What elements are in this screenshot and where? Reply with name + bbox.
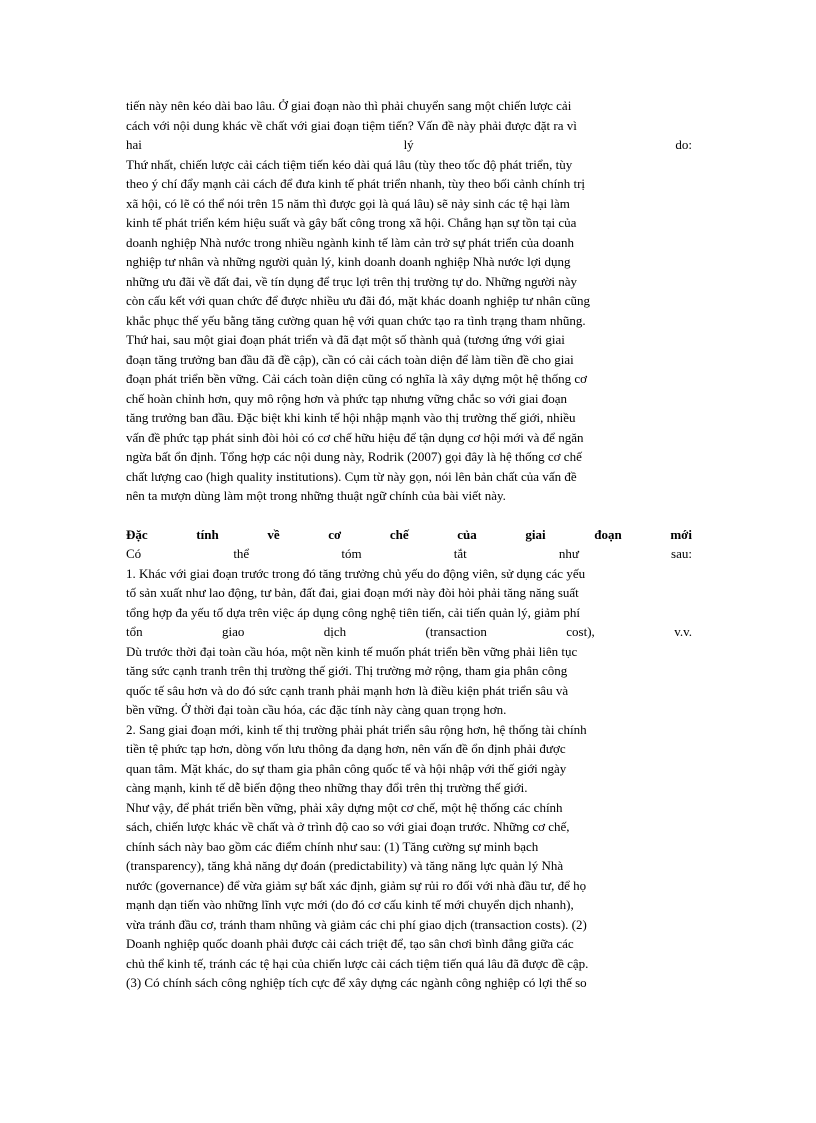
word: tổn	[126, 624, 143, 639]
text-line-justified	[126, 622, 692, 642]
word: Có	[126, 546, 142, 561]
word: tắt	[453, 546, 467, 561]
text-line: Thứ nhất, chiến lược cải cách tiệm tiến kéo dài quá lâu (tùy theo tốc độ phát triển, tùy	[126, 156, 573, 172]
text-line-justified	[126, 135, 692, 155]
heading-word: của	[457, 526, 477, 542]
heading-word: mới	[670, 526, 692, 542]
text-line: nên ta mượn dùng làm một trong những thuật ngữ chính của bài viết này.	[126, 488, 506, 503]
paragraph-intro	[126, 96, 692, 155]
text-line: ngừa bất ổn định. Tổng hợp các nội dung này, Rodrik (2007) gọi đây là hệ thống cơ chế	[126, 449, 582, 464]
paragraph-point-2	[126, 642, 692, 993]
text-line: tiến này nên kéo dài bao lâu. Ở giai đoạn nào thì phải chuyển sang một chiến lược cải	[126, 98, 572, 113]
text-line: quan tâm. Mặt khác, do sự tham gia phân công quốc tế và hội nhập với thế giới ngày	[126, 760, 567, 776]
paragraph-gap	[126, 506, 692, 525]
paragraph-point-1	[126, 564, 692, 642]
text-line: Doanh nghiệp quốc doanh phải được cải cách triệt để, tạo sân chơi bình đẳng giữa các	[126, 936, 574, 951]
text-line: 1. Khác với giai đoạn trước trong đó tăng trưởng chủ yếu do động viên, sử dụng các yếu	[126, 565, 586, 581]
text-line: 2. Sang giai đoạn mới, kinh tế thị trường phải phát triển sâu rộng hơn, hệ thống tài chính	[126, 721, 587, 737]
paragraph-reasons	[126, 155, 692, 506]
text-line: bền vững. Ở thời đại toàn cầu hóa, các đặc tính này càng quan trọng hơn.	[126, 702, 507, 717]
word: cost),	[566, 624, 595, 639]
text-line: cách với nội dung khác về chất với giai đoạn tiệm tiến? Vấn đề này phải được đặt ra vì	[126, 117, 577, 133]
text-line: chính sách này bao gồm các điểm chính như sau: (1) Tăng cường sự minh bạch	[126, 838, 539, 854]
word: thể	[233, 546, 250, 561]
section-heading	[126, 525, 692, 545]
text-line: Dù trước thời đại toàn cầu hóa, một nền kinh tế muốn phát triển bền vững phải liên tục	[126, 643, 578, 659]
text-line: sách, chiến lược khác về chất và ở trình độ cao so với giai đoạn trước. Những cơ chế,	[126, 819, 570, 834]
text-line: vấn đề phức tạp phát sinh đòi hỏi có cơ chế hữu hiệu để tận dụng cơ hội mới và để ngăn	[126, 429, 584, 445]
text-line: tăng trưởng ban đầu. Đặc biệt khi kinh tế hội nhập mạnh vào thị trường thế giới, nhiều	[126, 410, 576, 425]
text-line: (transparency), tăng khả năng dự đoán (predictability) và tăng năng lực quản lý Nhà	[126, 858, 564, 873]
text-line: đoạn phát triển bền vững. Cải cách toàn diện cũng có nghĩa là xây dựng một hệ thống cơ	[126, 371, 588, 386]
text-line: còn cấu kết với quan chức để được nhiều ưu đãi đó, mặt khác doanh nghiệp tư nhân cũng	[126, 293, 590, 308]
word: như	[558, 546, 579, 561]
word: giao	[222, 624, 245, 639]
text-line-justified	[126, 544, 692, 564]
heading-word: đoạn	[594, 526, 622, 542]
heading-word: chế	[389, 526, 409, 542]
text-line: Thứ hai, sau một giai đoạn phát triển và đã đạt một số thành quả (tương ứng với giai	[126, 332, 565, 347]
text-line: nước (governance) để vừa giảm sự bất xác định, giảm sự rủi ro đối với nhà đầu tư, để họ	[126, 877, 587, 893]
text-line: nghiệp tư nhân và những người quản lý, kinh doanh doanh nghiệp Nhà nước lợi dụng	[126, 254, 571, 269]
word: tóm	[341, 546, 362, 561]
text-line: chủ thể kinh tế, tránh các tệ hại của chiến lược cải cách tiệm tiến quá lâu đã được đề cập.	[126, 955, 589, 971]
text-line: đoạn tăng trưởng ban đầu đã đề cập), cần có cải cách toàn diện để làm tiền đề cho giai	[126, 351, 574, 367]
text-line: xã hội, có lẽ có thể nói trên 15 năm thì được gọi là quá lâu) sẽ nảy sinh các tệ hại làm	[126, 195, 570, 211]
heading-word: Đặc	[126, 526, 148, 542]
text-line: tiền tệ phức tạp hơn, dòng vốn lưu thông đa dạng hơn, nên vấn đề ổn định phải được	[126, 741, 566, 756]
text-line: mạnh dạn tiến vào những lĩnh vực mới (do đó cơ cấu kinh tế mới chuyển dịch nhanh),	[126, 897, 574, 912]
text-line: theo ý chí đẩy mạnh cải cách để đưa kinh tế phát triển nhanh, tùy theo bối cảnh chính trị	[126, 176, 586, 191]
text-line: vừa tránh đầu cơ, tránh tham nhũng và giảm các chi phí giao dịch (transaction costs). (2)	[126, 916, 587, 932]
text-line: kinh tế phát triển kém hiệu suất và gây bất công trong xã hội. Chẳng hạn sự tồn tại của	[126, 215, 577, 230]
word: hai	[126, 137, 142, 152]
word: dịch	[323, 624, 347, 639]
word: v.v.	[674, 624, 692, 639]
text-line: tổng hợp đa yếu tố dựa trên việc áp dụng công nghệ tiên tiến, cải tiến quản lý, giảm phí	[126, 604, 580, 620]
text-line: chất lượng cao (high quality institutions). Cụm từ này gọn, nói lên bản chất của vấn đề	[126, 468, 577, 484]
text-line: chế hoàn chỉnh hơn, quy mô rộng hơn và phức tạp nhưng vững chắc so với giai đoạn	[126, 390, 568, 406]
text-line: (3) Có chính sách công nghiệp tích cực để xây dựng các ngành công nghiệp có lợi thế so	[126, 975, 587, 990]
text-line: tố sản xuất như lao động, tư bản, đất đai, giai đoạn mới này đòi hỏi phải tăng năng suất	[126, 585, 579, 600]
text-line: Như vậy, để phát triển bền vững, phải xây dựng một cơ chế, một hệ thống các chính	[126, 799, 563, 815]
word: do:	[675, 137, 692, 152]
text-line: tăng sức cạnh tranh trên thị trường thế giới. Thị trường mở rộng, tham gia phân công	[126, 663, 568, 678]
heading-word: cơ	[328, 526, 342, 542]
heading-word: giai	[525, 526, 546, 542]
text-line: khắc phục thế yếu bằng tăng cường quan hệ với quan chức tạo ra tình trạng tham nhũng.	[126, 312, 586, 328]
text-line: những ưu đãi về đất đai, về tín dụng để trục lợi trên thị trường tự do. Những người này	[126, 273, 578, 289]
heading-word: về	[267, 526, 280, 542]
word: sau:	[671, 546, 692, 561]
word: lý	[403, 137, 414, 152]
heading-word: tính	[196, 526, 219, 542]
word: (transaction	[425, 624, 487, 639]
text-line: quốc tế sâu hơn và do đó sức cạnh tranh phải mạnh hơn là điều kiện phát triển sâu và	[126, 682, 569, 698]
document-page	[126, 96, 692, 993]
text-line: càng mạnh, kinh tế dễ biến động theo những thay đổi trên thị trường thế giới.	[126, 780, 528, 795]
text-line: doanh nghiệp Nhà nước trong nhiều ngành kinh tế làm cản trở sự phát triển của doanh	[126, 234, 575, 250]
